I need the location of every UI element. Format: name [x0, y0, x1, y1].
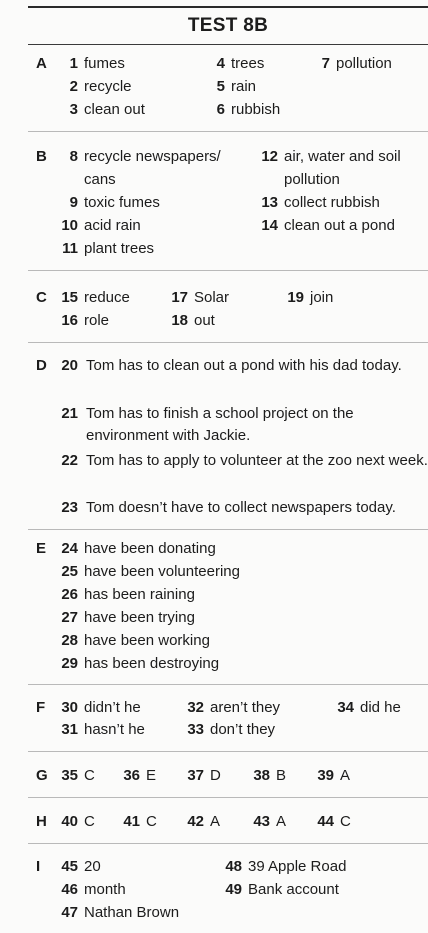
answer-item: 4 trees	[216, 55, 265, 72]
answer-item: 6 rubbish	[216, 101, 281, 118]
answer-item: 9 toxic fumes	[69, 194, 160, 211]
section-label-e: E	[36, 540, 47, 557]
section-label-f: F	[36, 699, 46, 716]
answer-item: 38 B	[253, 767, 287, 784]
answer-item: 39 A	[317, 767, 351, 784]
answer-item: 14 clean out a pond	[261, 217, 395, 234]
section-divider	[28, 529, 428, 530]
answer-item: 13 collect rubbish	[261, 194, 380, 211]
top-rule	[28, 6, 428, 8]
section-divider	[28, 843, 428, 844]
answer-item: 24 have been donating	[61, 540, 216, 557]
answer-item-continuation: cans	[84, 171, 116, 188]
answer-item: 47 Nathan Brown	[61, 904, 180, 921]
section-label-d: D	[36, 357, 47, 374]
answer-item: 2 recycle	[69, 78, 132, 95]
answer-item: 49 Bank account	[225, 881, 339, 898]
answer-sentence: 22 Tom has to apply to volunteer at the zoo next week.	[61, 452, 428, 469]
answer-item: 18 out	[171, 312, 215, 329]
answer-item: 10 acid rain	[61, 217, 141, 234]
section-label-i: I	[36, 858, 41, 875]
answer-item: 25 have been volunteering	[61, 563, 240, 580]
answer-item: 19 join	[287, 289, 334, 306]
section-label-g: G	[36, 767, 48, 784]
answer-item: 26 has been raining	[61, 586, 195, 603]
answer-item: 28 have been working	[61, 632, 210, 649]
answer-item: 44 C	[317, 813, 351, 830]
answer-item: 34 did he	[337, 699, 401, 716]
answer-sentence: 20 Tom has to clean out a pond with his dad today.	[61, 357, 402, 374]
answer-item: 8 recycle newspapers/	[69, 148, 221, 165]
answer-item: 48 39 Apple Road	[225, 858, 347, 875]
answer-item: 16 role	[61, 312, 110, 329]
section-label-a: A	[36, 55, 47, 72]
answer-item: 3 clean out	[69, 101, 145, 118]
answer-item: 27 have been trying	[61, 609, 195, 626]
answer-item: 30 didn’t he	[61, 699, 141, 716]
section-divider	[28, 270, 428, 271]
section-divider	[28, 797, 428, 798]
answer-item: 15 reduce	[61, 289, 130, 306]
answer-item: 32 aren’t they	[187, 699, 281, 716]
answer-item: 11 plant trees	[62, 240, 155, 257]
answer-item: 45 20	[61, 858, 101, 875]
answer-item: 29 has been destroying	[61, 655, 220, 672]
answer-sentence: 21 Tom has to finish a school project on the environment with Jackie.	[61, 405, 354, 444]
answer-item: 41 C	[123, 813, 157, 830]
page-title: TEST 8B	[187, 15, 269, 36]
answer-item: 12 air, water and soil	[261, 148, 401, 165]
answer-item: 7 pollution	[321, 55, 392, 72]
section-label-c: C	[36, 289, 47, 306]
section-divider	[28, 684, 428, 685]
title-rule	[28, 44, 428, 45]
answer-item: 35 C	[61, 767, 95, 784]
answer-item: 40 C	[61, 813, 95, 830]
answer-item: 36 E	[123, 767, 157, 784]
section-divider	[28, 131, 428, 132]
answer-item: 43 A	[253, 813, 287, 830]
section-label-h: H	[36, 813, 47, 830]
section-divider	[28, 751, 428, 752]
answer-item-continuation: pollution	[284, 171, 340, 188]
answer-item: 33 don’t they	[187, 721, 276, 738]
answer-item: 42 A	[187, 813, 221, 830]
answer-item: 46 month	[61, 881, 126, 898]
answer-item: 17 Solar	[171, 289, 230, 306]
answer-item: 37 D	[187, 767, 221, 784]
answer-item: 31 hasn’t he	[61, 721, 145, 738]
answer-item: 5 rain	[216, 78, 257, 95]
section-label-b: B	[36, 148, 47, 165]
section-divider	[28, 342, 428, 343]
answer-sentence: 23 Tom doesn’t have to collect newspapers today.	[61, 499, 396, 516]
answer-item: 1 fumes	[69, 55, 125, 72]
